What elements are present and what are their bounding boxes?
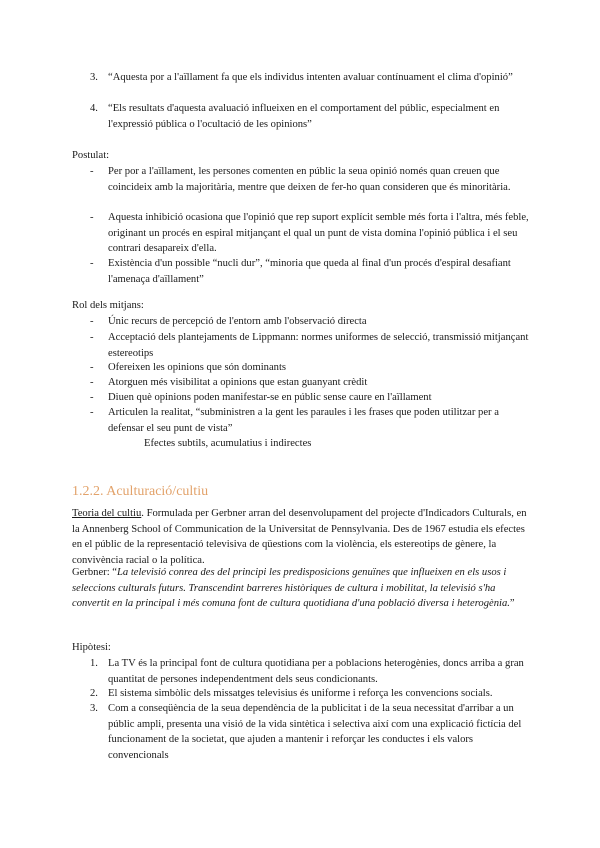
list-number: 3. <box>90 703 98 714</box>
teoria-paragraph <box>72 506 532 568</box>
bullet-item <box>90 256 535 287</box>
bullet-item <box>90 390 535 406</box>
bullet-text: Articulen la realitat, “subministren a la gent les paraules i les frases que poden utilitzar per a defensar el seu punt de vista” <box>108 407 499 434</box>
list-item <box>90 686 535 702</box>
list-item <box>90 101 535 132</box>
bullet-item <box>90 405 535 436</box>
gerbner-close: ” <box>509 598 515 610</box>
list-item <box>90 701 535 763</box>
bullet-item <box>90 330 535 361</box>
gerbner-quote: La televisió conrea des del principi les predisposicions genuïnes que influeixen en els usos i seleccions culturals futurs. Transcendint barreres històriques de cultura i mobilitat, la televisió s'ha convertit en la principal i més comuna font de cultura quotidiana d'una població diversa i heterogènia. <box>72 567 510 610</box>
teoria-label: Teoria del cultiu <box>72 508 142 519</box>
section-heading: 1.2.2. Aculturació/cultiu <box>72 484 209 499</box>
bullet-item <box>90 210 535 257</box>
hipotesi-label: Hipòtesi: <box>72 642 111 653</box>
gerbner-label: Gerbner: “ <box>72 567 117 578</box>
teoria-text: . Formulada per Gerbner arran del desenvolupament del projecte d'Indicadors Culturals, en la Annenberg School of Communication de la Universitat de Pennsylvania. Des de 1967 estudia els efectes en el públic de la representació televisiva de qüestions com la violència, els estereotips de gènere, la convivència racial o la política. <box>72 508 527 566</box>
effects-note: Efectes subtils, acumulatius i indirectes <box>144 438 312 449</box>
bullet-dash: - <box>90 332 94 343</box>
list-text: “Aquesta por a l'aïllament fa que els individus intenten avaluar contínuament el clima d'opinió” <box>108 72 513 83</box>
bullet-text: Existència d'un possible “nucli dur”, “minoria que queda al final d'un procés d'espiral desafiant l'amenaça d'aïllament” <box>108 258 511 285</box>
bullet-dash: - <box>90 316 94 327</box>
bullet-text: Per por a l'aïllament, les persones comenten en públic la seua opinió només quan creuen que coincideix amb la majoritària, mentre que deixen de fer-ho quan consideren que és minoritària. <box>108 166 511 193</box>
list-text: El sistema simbòlic dels missatges televisius és uniforme i reforça les convencions socials. <box>108 688 493 699</box>
bullet-item <box>90 314 535 330</box>
bullet-dash: - <box>90 166 94 177</box>
bullet-text: Únic recurs de percepció de l'entorn amb l'observació directa <box>108 316 367 327</box>
list-number: 2. <box>90 688 98 699</box>
bullet-text: Acceptació dels plantejaments de Lippmann: normes uniformes de selecció, transmissió mitjançant estereotips <box>108 332 529 359</box>
postulat-label: Postulat: <box>72 150 110 161</box>
bullet-dash: - <box>90 258 94 269</box>
bullet-dash: - <box>90 212 94 223</box>
list-number: 3. <box>90 72 98 83</box>
bullet-dash: - <box>90 407 94 418</box>
list-number: 1. <box>90 658 98 669</box>
list-text: Com a conseqüència de la seua dependència de la publicitat i de la seua necessitat d'arribar a un públic ampli, presenta una visió de la vida sintètica i selectiva així com una explicació fictícia del funcionament de la societat, que ajuden a mantenir i reforçar les conductes i els valors convencionals <box>108 703 522 761</box>
bullet-text: Diuen què opinions poden manifestar-se en públic sense caure en l'aïllament <box>108 392 432 403</box>
bullet-dash: - <box>90 362 94 373</box>
bullet-text: Atorguen més visibilitat a opinions que estan guanyant crèdit <box>108 377 368 388</box>
list-text: La TV és la principal font de cultura quotidiana per a poblacions heterogènies, doncs arriba a gran quantitat de persones independentment dels seus condicionants. <box>108 658 524 685</box>
bullet-dash: - <box>90 377 94 388</box>
gerbner-paragraph <box>72 565 532 612</box>
bullet-text: Aquesta inhibició ocasiona que l'opinió que rep suport explícit semble més forta i l'altra, més feble, originant un procés en espiral mitjançant el qual un punt de vista domina l'opinió pública i el seu contrari desapareix d'ella. <box>108 212 529 255</box>
bullet-dash: - <box>90 392 94 403</box>
list-item <box>90 70 535 86</box>
bullet-item <box>90 360 535 376</box>
list-number: 4. <box>90 103 98 114</box>
bullet-item <box>90 375 535 391</box>
bullet-text: Ofereixen les opinions que són dominants <box>108 362 287 373</box>
mitjans-label: Rol dels mitjans: <box>72 300 144 311</box>
list-item <box>90 656 535 687</box>
list-text: “Els resultats d'aquesta avaluació influeixen en el comportament del públic, especialment en l'expressió pública o l'ocultació de les opinions” <box>108 103 500 130</box>
bullet-item <box>90 164 535 195</box>
